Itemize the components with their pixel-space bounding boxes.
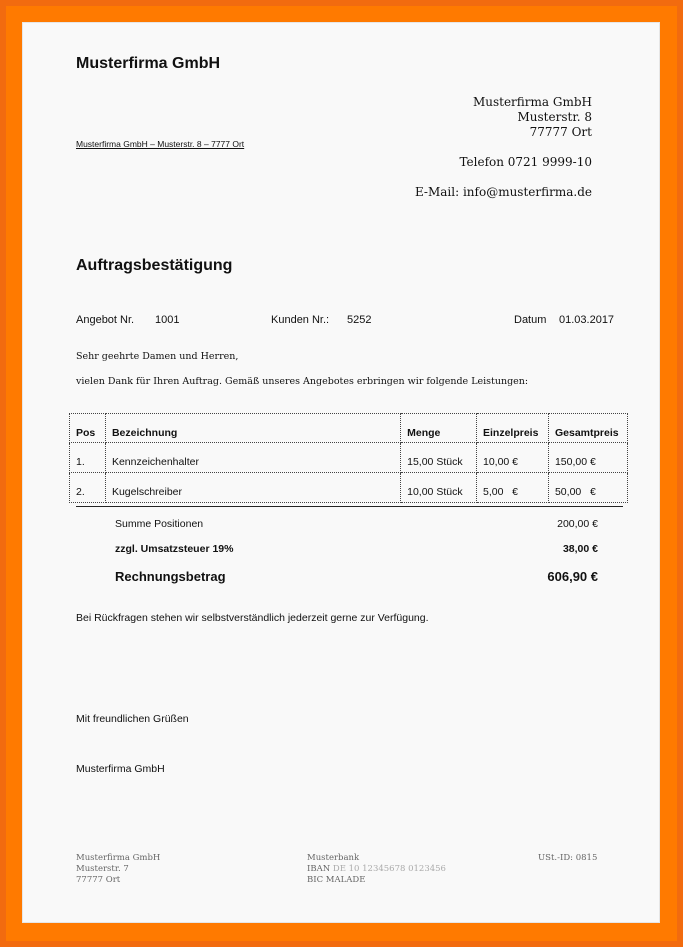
cell-description: Kugelschreiber [105, 473, 400, 503]
header-pos: Pos [70, 414, 106, 443]
total-label: Rechnungsbetrag [115, 569, 226, 584]
footer-bank-name: Musterbank [307, 853, 360, 863]
company-name: Musterfirma GmbH [76, 55, 221, 72]
cell-pos: 2. [70, 473, 106, 503]
footer-iban [307, 864, 446, 875]
vat-label: zzgl. Umsatzsteuer 19% [115, 543, 234, 555]
address-name: Musterfirma GmbH [472, 95, 592, 109]
total-value: 606,90 € [547, 569, 598, 584]
date-value: 01.03.2017 [559, 314, 615, 326]
address-street: Musterstr. 8 [517, 110, 592, 124]
footer-company-city: 77777 Ort [76, 875, 121, 885]
footer-bic: BIC MALADE [307, 875, 366, 885]
header-total-price: Gesamtpreis [548, 414, 627, 443]
footer-ust: USt.-ID: 0815 [538, 853, 598, 863]
address-city: 77777 Ort [529, 125, 592, 139]
cell-description: Kennzeichenhalter [105, 443, 400, 473]
footer-iban-value: DE 10 12345678 0123456 [332, 864, 446, 874]
header-quantity: Menge [401, 414, 477, 443]
sender-line: Musterfirma GmbH – Musterstr. 8 – 7777 Ort [76, 139, 245, 149]
subtotal-label: Summe Positionen [115, 518, 204, 530]
header-unit-price: Einzelpreis [476, 414, 548, 443]
offer-number: 1001 [155, 314, 180, 326]
cell-total-price: 150,00 € [548, 443, 627, 473]
document-title: Auftragsbestätigung [76, 257, 233, 274]
subtotal-value: 200,00 € [557, 518, 598, 530]
customer-number: 5252 [347, 314, 372, 326]
totals-divider [76, 506, 623, 507]
footer-company [76, 853, 160, 886]
footer-iban-label: IBAN [307, 864, 331, 874]
footer-company-name: Musterfirma GmbH [76, 853, 161, 863]
table-header-row [70, 414, 628, 443]
questions-text: Bei Rückfragen stehen wir selbstverständlich jederzeit gerne zur Verfügung. [76, 612, 429, 624]
footer-bank [307, 853, 446, 886]
cell-unit-price: 5,00 € [476, 473, 548, 503]
footer-company-street: Musterstr. 7 [76, 864, 129, 874]
cell-quantity: 10,00 Stück [401, 473, 477, 503]
table-row [70, 443, 628, 473]
closing-text: Mit freundlichen Grüßen [76, 713, 189, 725]
address-phone: Telefon 0721 9999-10 [459, 155, 592, 169]
cell-unit-price: 10,00 € [476, 443, 548, 473]
cell-quantity: 15,00 Stück [401, 443, 477, 473]
header-description: Bezeichnung [105, 414, 400, 443]
signature-text: Musterfirma GmbH [76, 763, 165, 775]
items-table [69, 413, 628, 503]
cell-pos: 1. [70, 443, 106, 473]
intro-text: vielen Dank für Ihren Auftrag. Gemäß unseres Angebotes erbringen wir folgende Leistungen: [76, 376, 529, 387]
address-email: E-Mail: info@musterfirma.de [414, 185, 592, 199]
salutation: Sehr geehrte Damen und Herren, [76, 351, 239, 362]
customer-label: Kunden Nr.: [271, 314, 330, 326]
date-label: Datum [514, 314, 547, 326]
vat-value: 38,00 € [562, 543, 598, 555]
offer-label: Angebot Nr. [76, 314, 135, 326]
cell-total-price: 50,00 € [548, 473, 627, 503]
table-row [70, 473, 628, 503]
